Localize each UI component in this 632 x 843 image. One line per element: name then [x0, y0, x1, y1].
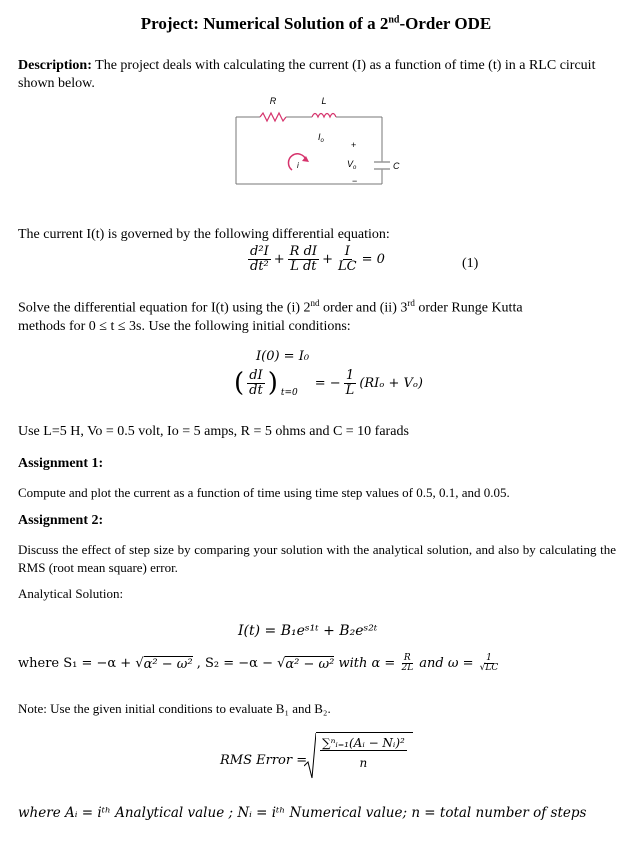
note-text: Note: Use the given initial conditions to evaluate B₁ and B₂.: [18, 701, 331, 716]
description-text: The project deals with calculating the current (I) as a function of time (t) in a RLC circuit shown below.: [18, 58, 596, 91]
label-L: L: [321, 96, 327, 106]
assignment-2-text: Discuss the effect of step size by comparing your solution with the analytical solution, and also by calculating the RMS (root mean square) error.: [18, 542, 616, 575]
label-R: R: [269, 96, 277, 106]
label-Io: $I_o$: [318, 132, 324, 144]
radical-sign-icon: [304, 732, 316, 780]
governed-text: The current I(t) is governed by the following differential equation:: [18, 227, 390, 242]
description: [18, 57, 616, 93]
equation-1-number: (1): [462, 256, 479, 271]
assignment-2-label: Assignment 2:: [18, 513, 104, 528]
initial-condition-1: I(0) = I₀: [256, 349, 310, 364]
parameter-values: Use L=5 H, Vo = 0.5 volt, Io = 5 amps, R = 5 ohms and C = 10 farads: [18, 424, 409, 439]
assignment-1-label: Assignment 1:: [18, 456, 104, 471]
label-i: i: [297, 161, 299, 170]
current-arrowhead-icon: [302, 156, 309, 162]
solve-text: Solve the differential equation for I(t) using the (i) 2nd order and (ii) 3rd order Runge Kutta methods for 0 ≤ t ≤ 3s. Use the following initial conditions:: [18, 298, 523, 334]
page-title: Project: Numerical Solution of a 2nd-Order ODE: [140, 14, 492, 33]
where-a-definition: where Aᵢ = iᵗʰ Analytical value ; Nᵢ = iᵗʰ Numerical value; n = total number of steps: [18, 805, 587, 821]
resistor-zigzag: [260, 113, 286, 121]
rms-radical: $\frac{\text{∑ⁿᵢ₌₁(Aᵢ − Nᵢ)²}}{n}$: [304, 732, 413, 780]
description-label: Description:: [18, 58, 92, 73]
rlc-circuit-diagram: [220, 92, 420, 192]
assignment-1-text: Compute and plot the current as a function of time using time step values of 0.5, 0.1, and 0.05.: [18, 485, 510, 500]
inductor-coil: [312, 114, 336, 118]
analytical-equation: I(t) = B₁eˢ¹ᵗ + B₂eˢ²ᵗ: [238, 623, 378, 639]
label-plus: +: [351, 140, 357, 150]
label-C: C: [393, 161, 400, 171]
label-Vo: $V_o$: [347, 159, 357, 171]
initial-condition-2: ( $\frac{dI}{dt}$ ) t=0 = − $\frac{1}{L}$ (RIₒ + Vₒ): [234, 367, 423, 398]
equation-1: $\frac{\text{d²I}}{\text{dt²}}$ + $\frac{\text{R dI}}{\text{L dt}}$ + $\frac{I}{LC}$ = 0: [250, 244, 385, 274]
where-s-definition: where S₁ = −α + √ α² − ω² , S₂ = −α − √ α² − ω² with α = $\frac{R}{2L}$ and ω = $\frac{1}{√LC}$: [18, 653, 499, 674]
label-minus: −: [352, 176, 358, 186]
rms-error-label: RMS Error =: [220, 753, 308, 768]
analytical-label: Analytical Solution:: [18, 586, 124, 601]
